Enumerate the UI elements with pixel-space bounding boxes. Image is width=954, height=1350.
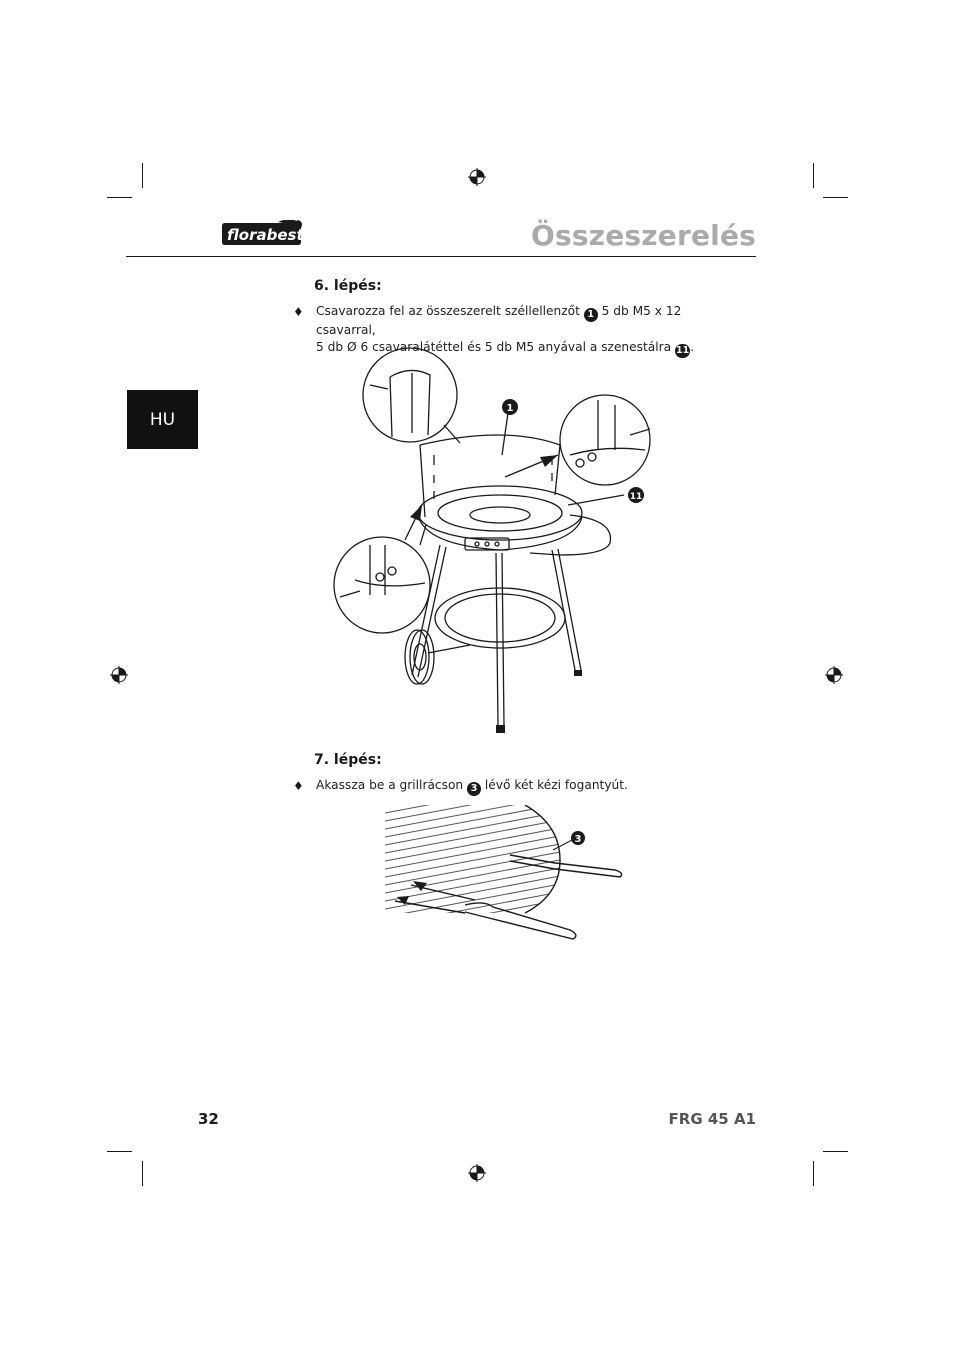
registration-mark-icon [825, 666, 843, 684]
registration-mark-icon [468, 1164, 486, 1182]
step-6-heading: 6. lépés: [314, 278, 382, 294]
step-7-grill-grate-illustration [385, 805, 635, 950]
crop-mark [813, 1161, 814, 1186]
header-divider [126, 256, 756, 257]
step-6-grill-assembly-illustration [330, 345, 660, 740]
step-6-text-b: 5 db M5 x 12 csavarral, [316, 304, 682, 337]
reference-number-badge: 3 [467, 782, 481, 796]
crop-mark [107, 1151, 132, 1152]
crop-mark [823, 197, 848, 198]
step-7-text-a: Akassza be a grillrácson [316, 778, 464, 792]
crop-mark [142, 1161, 143, 1186]
step-6-text-d: . [690, 340, 695, 354]
step-6-text-a: Csavarozza fel az összeszerelt széllellenzőt [316, 304, 580, 318]
step-7-instruction [316, 777, 736, 796]
svg-text:1: 1 [506, 403, 514, 414]
page-number: 32 [198, 1110, 219, 1128]
page-title: Összeszerelés [530, 219, 756, 252]
registration-mark-icon [468, 168, 486, 186]
bullet-icon: ♦ [293, 305, 304, 319]
callout-badge [502, 399, 518, 415]
language-tab: HU [127, 390, 198, 449]
crop-mark [107, 197, 132, 198]
svg-text:3: 3 [574, 834, 582, 845]
callout-badge [571, 831, 585, 845]
crop-mark [813, 163, 814, 188]
brand-logo [220, 220, 304, 246]
crop-mark [823, 1151, 848, 1152]
callout-badge [628, 487, 644, 503]
step-7-text-b: lévő két kézi fogantyút. [484, 778, 628, 792]
step-7-heading: 7. lépés: [314, 752, 382, 768]
crop-mark [142, 163, 143, 188]
reference-number-badge: 11 [676, 345, 690, 356]
svg-text:florabest: florabest [227, 226, 304, 244]
svg-text:11: 11 [629, 492, 643, 502]
registration-mark-icon [110, 666, 128, 684]
reference-number-badge: 1 [584, 308, 598, 322]
step-6-text-c: 5 db Ø 6 csavaralátéttel és 5 db M5 anyával a szenestálra [316, 340, 672, 354]
bullet-icon: ♦ [293, 779, 304, 793]
model-number: FRG 45 A1 [668, 1110, 756, 1128]
